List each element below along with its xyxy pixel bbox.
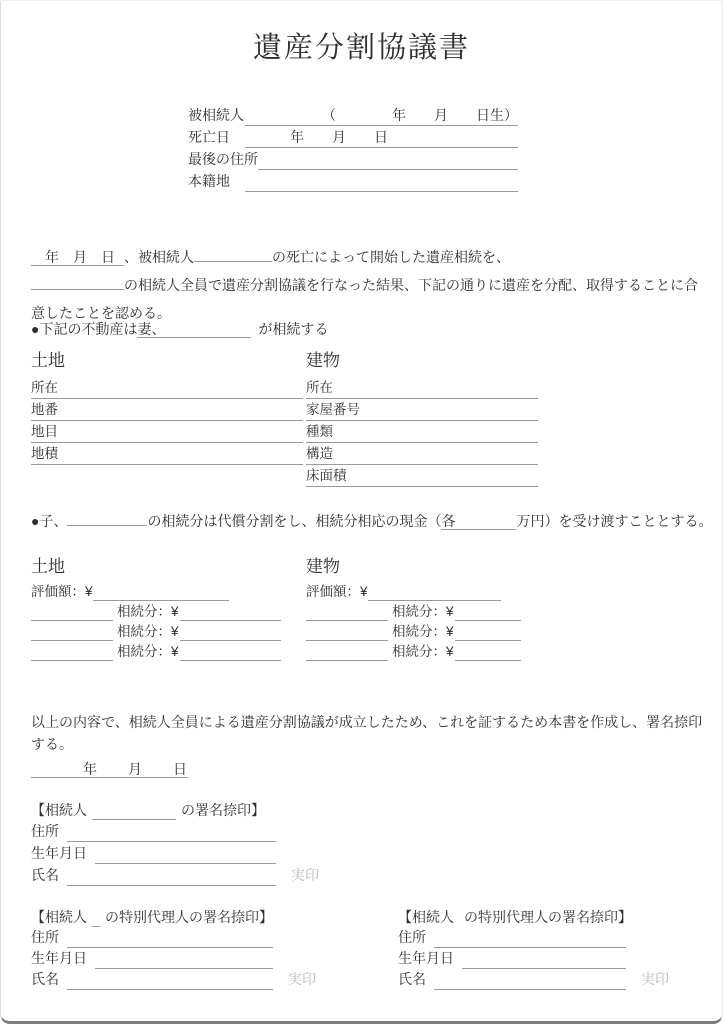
intro-heirs-count-blank <box>31 289 124 290</box>
agent2-signature-header <box>398 903 632 927</box>
building-location-row: 所在 <box>306 377 538 399</box>
agent2-header-post: の特別代理人の署名捺印】 <box>464 909 632 925</box>
building-valuation-label: 評価額：¥ <box>306 584 368 599</box>
building-share-name-blank <box>306 640 388 641</box>
agent1-header-pre: 【相続人 <box>31 909 87 925</box>
intro-text-3: の相続人全員で遺産分割協議を行なった結果、下記の通りに遺産を分配、取得することに合意したことを認める。 <box>31 277 698 321</box>
agent1-name-signature-blank <box>67 989 273 990</box>
building-structure-row: 構造 <box>306 443 538 465</box>
compensation-bullet-pre: ●子、 <box>31 513 68 529</box>
name-label: 氏名 <box>31 867 59 883</box>
building-share-name-blank <box>306 620 388 621</box>
building-share-row <box>306 641 521 661</box>
land-location-row: 所在 <box>31 377 303 399</box>
agent1-header-post: の特別代理人の署名捺印】 <box>105 909 273 925</box>
building-floor-area-row: 床面積 <box>306 465 538 487</box>
intro-text-2: の死亡によって開始した遺産相続を、 <box>272 249 510 265</box>
death-date-label: 死亡日 <box>188 129 230 145</box>
land-share-label: 相続分：¥ <box>117 604 179 619</box>
land-share-name-blank <box>31 660 113 661</box>
intro-decedent-name-blank <box>194 261 272 262</box>
wife-name-blank: 妻、 <box>137 321 251 338</box>
building-valuation-row <box>306 581 501 601</box>
compensation-bullet-mid: の相続分は代償分割をし、相続分相応の現金（ <box>147 513 442 529</box>
agent2-name-row <box>398 969 669 990</box>
land-share-amount-blank <box>180 660 281 661</box>
building-type-row: 種類 <box>306 421 538 443</box>
execution-date-blank: 年 月 日 <box>31 761 188 778</box>
land-share-name-blank <box>31 640 113 641</box>
agent1-name-row <box>31 969 316 990</box>
estate-bullet <box>31 319 328 339</box>
land-share-row <box>31 601 281 621</box>
heir-address-row <box>31 820 276 842</box>
estate-bullet-pre: ●下記の不動産は <box>31 321 138 337</box>
cash-amount-blank: 各 <box>441 513 516 530</box>
decedent-name-blank-line <box>245 105 518 126</box>
building-share-amount-blank <box>455 620 521 621</box>
building-column <box>306 351 538 487</box>
agent2-birthdate-row <box>398 948 626 969</box>
agent1-address-row <box>31 927 273 948</box>
death-date-note: 年 月 日 <box>290 129 388 145</box>
land-share-row <box>31 621 281 641</box>
building-share-row <box>306 601 521 621</box>
land-share-amount-blank <box>180 640 281 641</box>
death-date-blank-line <box>245 127 518 148</box>
agent1-signature-header <box>31 903 273 927</box>
registered-domicile-blank-line <box>245 191 518 192</box>
heir-name-row <box>31 864 319 886</box>
agent1-heir-name-blank <box>92 903 100 927</box>
land-share-amount-blank <box>180 620 281 621</box>
agent2-address-row <box>398 927 626 948</box>
decedent-info-block <box>188 104 518 192</box>
registered-seal-mark: 実印 <box>288 971 316 987</box>
last-address-row <box>188 148 518 170</box>
birthdate-label: 生年月日 <box>31 845 87 861</box>
registered-seal-mark: 実印 <box>641 971 669 987</box>
building-share-row <box>306 621 521 641</box>
signature-block-special-agent-1 <box>31 903 316 990</box>
building-house-number-row: 家屋番号 <box>306 399 538 421</box>
decedent-name-label: 被相続人 <box>188 107 244 123</box>
decedent-name-row <box>188 104 518 126</box>
compensation-bullet <box>31 511 712 531</box>
heir-signature-header <box>31 796 276 820</box>
agent2-header-pre: 【相続人 <box>398 909 454 925</box>
name-label: 氏名 <box>31 971 59 987</box>
property-section <box>1 351 723 491</box>
building-share-amount-blank <box>455 660 521 661</box>
valuation-section <box>1 557 723 677</box>
intro-paragraph <box>31 243 709 327</box>
land-valuation-label: 評価額：¥ <box>31 584 93 599</box>
heir-name-signature-blank <box>67 885 276 886</box>
closing-statement: 以上の内容で、相続人全員による遺産分割協議が成立したため、これを証するため本書を作成し、署名捺印する。 <box>31 714 703 752</box>
child-name-blank <box>67 525 147 526</box>
land-valuation-header: 土地 <box>31 557 65 576</box>
intro-text-1: 、被相続人 <box>124 249 194 265</box>
last-address-blank-line <box>258 169 518 170</box>
land-share-name-blank <box>31 620 113 621</box>
land-category-row: 地目 <box>31 421 303 443</box>
building-valuation-column <box>306 557 521 661</box>
land-lot-number-row: 地番 <box>31 399 303 421</box>
building-share-label: 相続分：¥ <box>392 604 454 619</box>
agent2-name-signature-blank <box>434 989 626 990</box>
building-header: 建物 <box>306 351 340 370</box>
building-share-label: 相続分：¥ <box>392 624 454 639</box>
land-valuation-row <box>31 581 229 601</box>
heir-header-pre: 【相続人 <box>31 802 87 818</box>
building-share-amount-blank <box>455 640 521 641</box>
land-share-label: 相続分：¥ <box>117 624 179 639</box>
signature-block-heir <box>31 796 319 886</box>
building-share-label: 相続分：¥ <box>392 644 454 659</box>
decedent-birthdate-note: （ 年 月 日生） <box>322 107 518 123</box>
address-label: 住所 <box>398 929 426 945</box>
building-share-name-blank <box>306 660 388 661</box>
birthdate-label: 生年月日 <box>31 950 87 966</box>
estate-bullet-post: が相続する <box>258 321 329 337</box>
signature-block-special-agent-2 <box>398 903 669 990</box>
compensation-bullet-post: 万円）を受け渡すこととする。 <box>516 513 713 529</box>
heir-birthdate-row <box>31 842 276 864</box>
intro-line-1 <box>31 243 709 271</box>
document-title: 遺産分割協議書 <box>252 32 470 64</box>
land-share-row <box>31 641 281 661</box>
registered-seal-mark: 実印 <box>291 867 319 883</box>
agent1-birthdate-row <box>31 948 273 969</box>
heir-header-post: の署名捺印】 <box>181 802 265 818</box>
land-header: 土地 <box>31 351 65 370</box>
land-valuation-column <box>31 557 281 661</box>
land-column <box>31 351 303 465</box>
intro-date-blank: 年 月 日 <box>31 249 124 266</box>
address-label: 住所 <box>31 929 59 945</box>
land-share-label: 相続分：¥ <box>117 644 179 659</box>
name-label: 氏名 <box>398 971 426 987</box>
registered-domicile-label: 本籍地 <box>188 173 230 189</box>
last-address-label: 最後の住所 <box>188 151 258 167</box>
building-valuation-header: 建物 <box>306 557 340 576</box>
address-label: 住所 <box>31 823 59 839</box>
execution-date-line <box>31 761 188 785</box>
death-date-row <box>188 126 518 148</box>
land-area-row: 地積 <box>31 443 303 465</box>
registered-domicile-row <box>188 170 518 192</box>
heir-name-blank <box>92 796 176 820</box>
birthdate-label: 生年月日 <box>398 950 454 966</box>
